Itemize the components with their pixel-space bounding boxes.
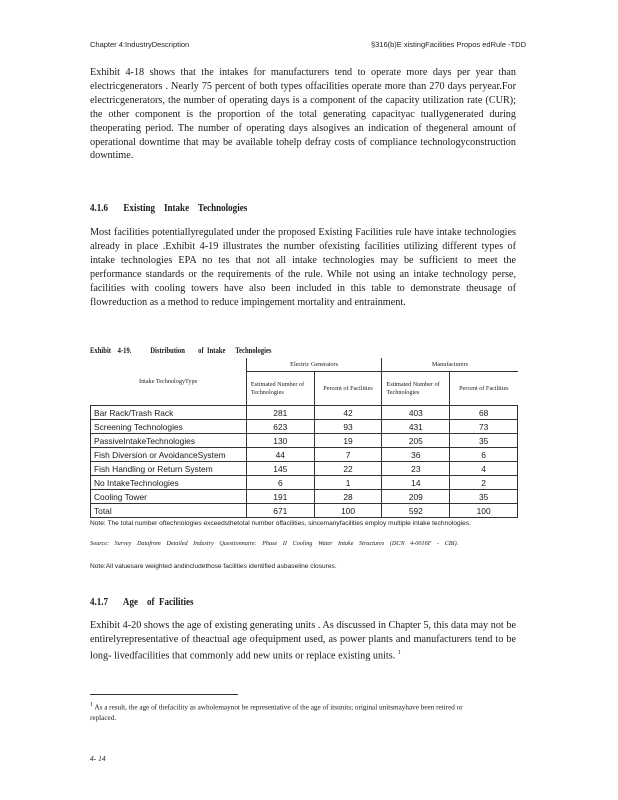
- footnote-text: As a result, the age of thefacility as awholemaynot be representative of the age of itsunits; original unitsmayhave been retired or replaced.: [90, 703, 463, 723]
- table-row: [91, 420, 518, 434]
- running-header-right: §316(b)E xistingFacilities Propos edRule -TDD: [370, 40, 526, 49]
- electric-estimated-number: 191: [246, 490, 314, 504]
- manufacturers-percent: 6: [450, 448, 518, 462]
- table-source: Source: Survey Datafrom Detailed Industry Questionnaire: Phase II Cooling Water Intake Structures (DCN 4-0016F - CBI).: [90, 540, 459, 547]
- manufacturers-estimated-number: 403: [382, 406, 450, 420]
- electric-estimated-number: 281: [246, 406, 314, 420]
- section-title: Existing Intake Technologies: [123, 202, 248, 214]
- manufacturers-percent: 2: [450, 476, 518, 490]
- page-number: 4- 14: [90, 754, 106, 763]
- table-body: [91, 406, 518, 518]
- electric-estimated-number: 671: [246, 504, 314, 518]
- section-title: Age of Facilities: [122, 596, 194, 608]
- section-number: 4.1.7: [90, 596, 109, 608]
- manufacturers-estimated-number: 23: [382, 462, 450, 476]
- row-label: No IntakeTechnologies: [91, 476, 247, 490]
- manufacturers-estimated-number: 592: [382, 504, 450, 518]
- table-note-weighted: Note:All valuesare weighted andincludethose facilities identified asbaseline closures.: [90, 563, 337, 570]
- manufacturers-estimated-number: 431: [382, 420, 450, 434]
- manufacturers-percent: 68: [450, 406, 518, 420]
- electric-estimated-number: 6: [246, 476, 314, 490]
- footnote-reference[interactable]: 1: [397, 649, 401, 656]
- manufacturers-percent: 73: [450, 420, 518, 434]
- group-header-manufacturers: Manufacturers: [382, 358, 518, 372]
- manufacturers-percent: 100: [450, 504, 518, 518]
- manufacturers-percent: 35: [450, 490, 518, 504]
- manufacturers-estimated-number: 209: [382, 490, 450, 504]
- electric-estimated-number: 130: [246, 434, 314, 448]
- running-header-left: Chapter 4:IndustryDescription: [90, 40, 190, 49]
- row-label: Bar Rack/Trash Rack: [91, 406, 247, 420]
- footnote-divider: [90, 694, 238, 695]
- row-label: Fish Diversion or AvoidanceSystem: [91, 448, 247, 462]
- row-label: PassiveIntakeTechnologies: [91, 434, 247, 448]
- table-row: [91, 504, 518, 518]
- table-row: [91, 448, 518, 462]
- paragraph-age-of-facilities: [90, 619, 516, 663]
- footnote: [90, 700, 490, 724]
- electric-estimated-number: 44: [246, 448, 314, 462]
- paragraph-text: Exhibit 4-20 shows the age of existing generating units . As discussed in Chapter 5, this data may not be entirelyrepresentative of theactual age ofequipment used, as power plants and manufacturers tend to be long- livedfacilities that commonly add new units or replace existing units.: [90, 620, 516, 662]
- exhibit-title: Distribution of Intake Technologies: [150, 345, 272, 355]
- manufacturers-estimated-number: 36: [382, 448, 450, 462]
- manufacturers-estimated-number: 14: [382, 476, 450, 490]
- table-row: [91, 462, 518, 476]
- column-header-electric-percent: Percent of Facilities: [314, 372, 382, 406]
- electric-percent: 93: [314, 420, 382, 434]
- section-heading-4-1-6: [90, 202, 247, 214]
- manufacturers-estimated-number: 205: [382, 434, 450, 448]
- electric-percent: 7: [314, 448, 382, 462]
- table-row: [91, 476, 518, 490]
- table-row: [91, 490, 518, 504]
- footnote-mark: 1: [90, 702, 93, 708]
- column-header-manufacturers-percent: Percent of Facilities: [450, 372, 518, 406]
- electric-estimated-number: 145: [246, 462, 314, 476]
- column-header-electric-estimated: Estimated Number of Technologies: [246, 372, 314, 406]
- paragraph-existing-intake: Most facilities potentiallyregulated under the proposed Existing Facilities rule have intake technologies already in place .Exhibit 4-19 illustrates the number ofexisting facilities utilizing different types of intake technologies EPA no tes that not all intake technologies may be sufficient to meet the performance standards or the requirements of the rule. While not using an intake technology perse, facilities with cooling towers have also been included in this table to demonstrate theusage of flowreduction as a method to reduce impingement mortality and entrainment.: [90, 227, 516, 308]
- table-row: [91, 406, 518, 420]
- electric-percent: 22: [314, 462, 382, 476]
- electric-percent: 1: [314, 476, 382, 490]
- section-heading-4-1-7: [90, 596, 194, 608]
- group-header-electric: Electric Generators: [246, 358, 382, 372]
- row-label: Screening Technologies: [91, 420, 247, 434]
- electric-percent: 28: [314, 490, 382, 504]
- electric-estimated-number: 623: [246, 420, 314, 434]
- column-header-manufacturers-estimated: Estimated Number of Technologies: [382, 372, 450, 406]
- exhibit-caption: [90, 345, 289, 355]
- table-row: [91, 434, 518, 448]
- exhibit-label: Exhibit 4-19.: [90, 345, 132, 355]
- row-label: Fish Handling or Return System: [91, 462, 247, 476]
- table-note-technologies: Note: The total number oftechnologies exceedsthetotal number offacilities, sincemanyfacilities employ multiple intake technologies.: [90, 520, 471, 527]
- manufacturers-percent: 4: [450, 462, 518, 476]
- electric-percent: 42: [314, 406, 382, 420]
- row-label: Total: [91, 504, 247, 518]
- electric-percent: 100: [314, 504, 382, 518]
- manufacturers-percent: 35: [450, 434, 518, 448]
- section-number: 4.1.6: [90, 202, 109, 214]
- row-label: Cooling Tower: [91, 490, 247, 504]
- intake-technology-table: [90, 358, 518, 518]
- paragraph-exhibit-4-18: Exhibit 4-18 shows that the intakes for manufacturers tend to operate more days per year than electricgenerators . Nearly 75 percent of both types offacilities operate more than 270 days peryear.For electricgenerators, the number of operating days is a component of the capacity utilization rate (CUR); the other component is the proportion of the total generating capacityac tuallygenerated during theoperating period. The number of operating days alsogives an indication of thegeneral amount of operational downtime that may be available tohelp defray costs of compliance technologyconstruction downtime.: [90, 67, 516, 162]
- column-header-intake-type: Intake TechnologyType: [91, 358, 247, 406]
- electric-percent: 19: [314, 434, 382, 448]
